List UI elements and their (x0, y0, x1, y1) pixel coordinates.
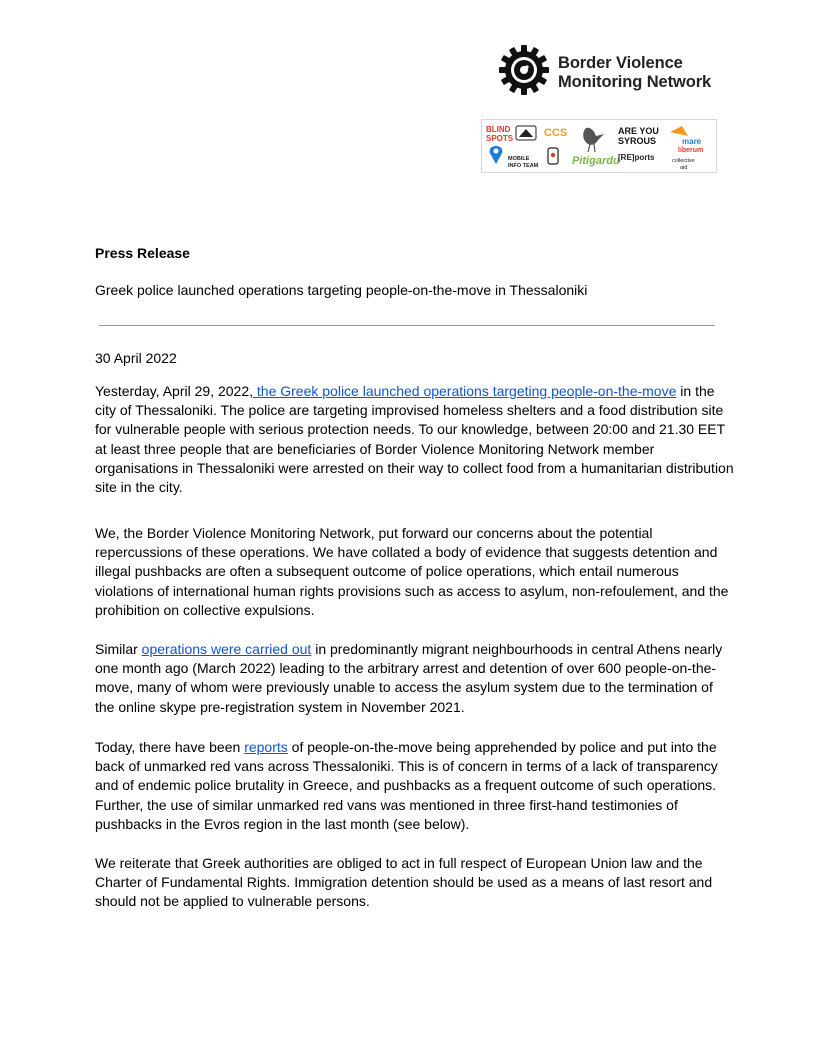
bird-leg-2 (594, 144, 595, 152)
paragraph-4 (95, 738, 735, 834)
paragraph-3 (95, 640, 735, 717)
partner-mobile-label: MOBILE (508, 156, 530, 162)
partner-liberum-label: liberum (678, 147, 704, 154)
paragraph-4-text-start: Today, there have been (95, 739, 245, 755)
partner-syrous-label: SYROUS (618, 136, 657, 146)
paragraph-4-text-end: of people-on-the-move being apprehended by police and put into the back of unmarked red vans across Thessaloniki. This is of concern in terms of a lack of transparency and of endemic police brutality in Greece, and pushbacks as a frequent outcome of such operations. Further, the use of similar unmarked red vans was mentioned in three first-hand testimonies of pushbacks in the Evros region in the last month (see below). (95, 739, 718, 832)
partner-pitigardu-label: Pitigardu (572, 155, 620, 167)
bvmn-logo (498, 44, 728, 102)
document-subtitle: Greek police launched operations targeting people-on-the-move in Thessaloniki (95, 282, 588, 298)
partner-collective-label: collective (672, 158, 695, 164)
logo-wordmark (558, 54, 711, 92)
paragraph-5: We reiterate that Greek authorities are obliged to act in full respect of European Union law and the Charter of Fundamental Rights. Immigration detention should be used as a means of last resort and should not be applied to vulnerable persons. (95, 855, 713, 910)
sail-icon (670, 126, 688, 136)
document-heading: Press Release (95, 245, 190, 261)
partner-mare-label: mare (682, 137, 702, 146)
phone-icon-dot (551, 153, 555, 157)
paragraph-1-text-end: in the city of Thessaloniki. The police are targeting improvised homeless shelters and a food distribution site for vulnerable people with serious protection needs. To our knowledge, between 20:00 and 21.30 EET at least three people that are beneficiaries of Border Violence Monitoring Network member organisations in Thessaloniki were arrested on their way to collect food from a humanitarian distribution site in the city. (95, 383, 734, 496)
paragraph-1 (95, 382, 735, 497)
partner-info-team-label: INFO TEAM (508, 163, 539, 169)
paragraph-3-text-start: Similar (95, 641, 142, 657)
partner-ccs-label: CCS (544, 127, 568, 139)
reports-link[interactable]: reports (244, 739, 288, 755)
logo-line-2: Monitoring Network (558, 73, 712, 91)
partner-aid-label: aid (680, 165, 688, 171)
bird-leg-1 (588, 144, 590, 152)
partner-logos (481, 119, 717, 173)
gear-eye-icon (498, 44, 550, 96)
location-pin-dot (494, 149, 499, 154)
partner-blind-spots-label-1: BLIND (486, 125, 511, 134)
document-date: 30 April 2022 (95, 350, 177, 366)
paragraph-2: We, the Border Violence Monitoring Network, put forward our concerns about the potential repercussions of these operations. We have collated a body of evidence that suggests detention and illegal pushbacks are often a subsequent outcome of police operations, which entail numerous violations of international human rights provisions such as access to asylum, non-refoulement, and the prohibition on collective expulsions. (95, 525, 729, 618)
partner-reports-label: [RE]ports (618, 153, 655, 162)
paragraph-3-text-end: in predominantly migrant neighbourhoods in central Athens nearly one month ago (March 2022) leading to the arbitrary arrest and detention of over 600 people-on-the-move, many of whom were previously unable to access the asylum system due to the termination of the online skype pre-registration system in November 2021. (95, 641, 723, 715)
partner-blind-spots-label-2: SPOTS (486, 134, 514, 143)
operations-carried-out-link[interactable]: operations were carried out (141, 641, 312, 657)
paragraph-1-text-start: Yesterday, April 29, 2022, (95, 383, 253, 399)
logo-line-1: Border Violence (558, 54, 683, 72)
bird-icon (583, 128, 604, 145)
partner-are-you-label: ARE YOU (618, 126, 659, 136)
greek-police-operations-link[interactable]: the Greek police launched operations targeting people-on-the-move (253, 383, 677, 399)
partner-logos-graphic (482, 120, 716, 172)
horizontal-divider (99, 325, 715, 326)
